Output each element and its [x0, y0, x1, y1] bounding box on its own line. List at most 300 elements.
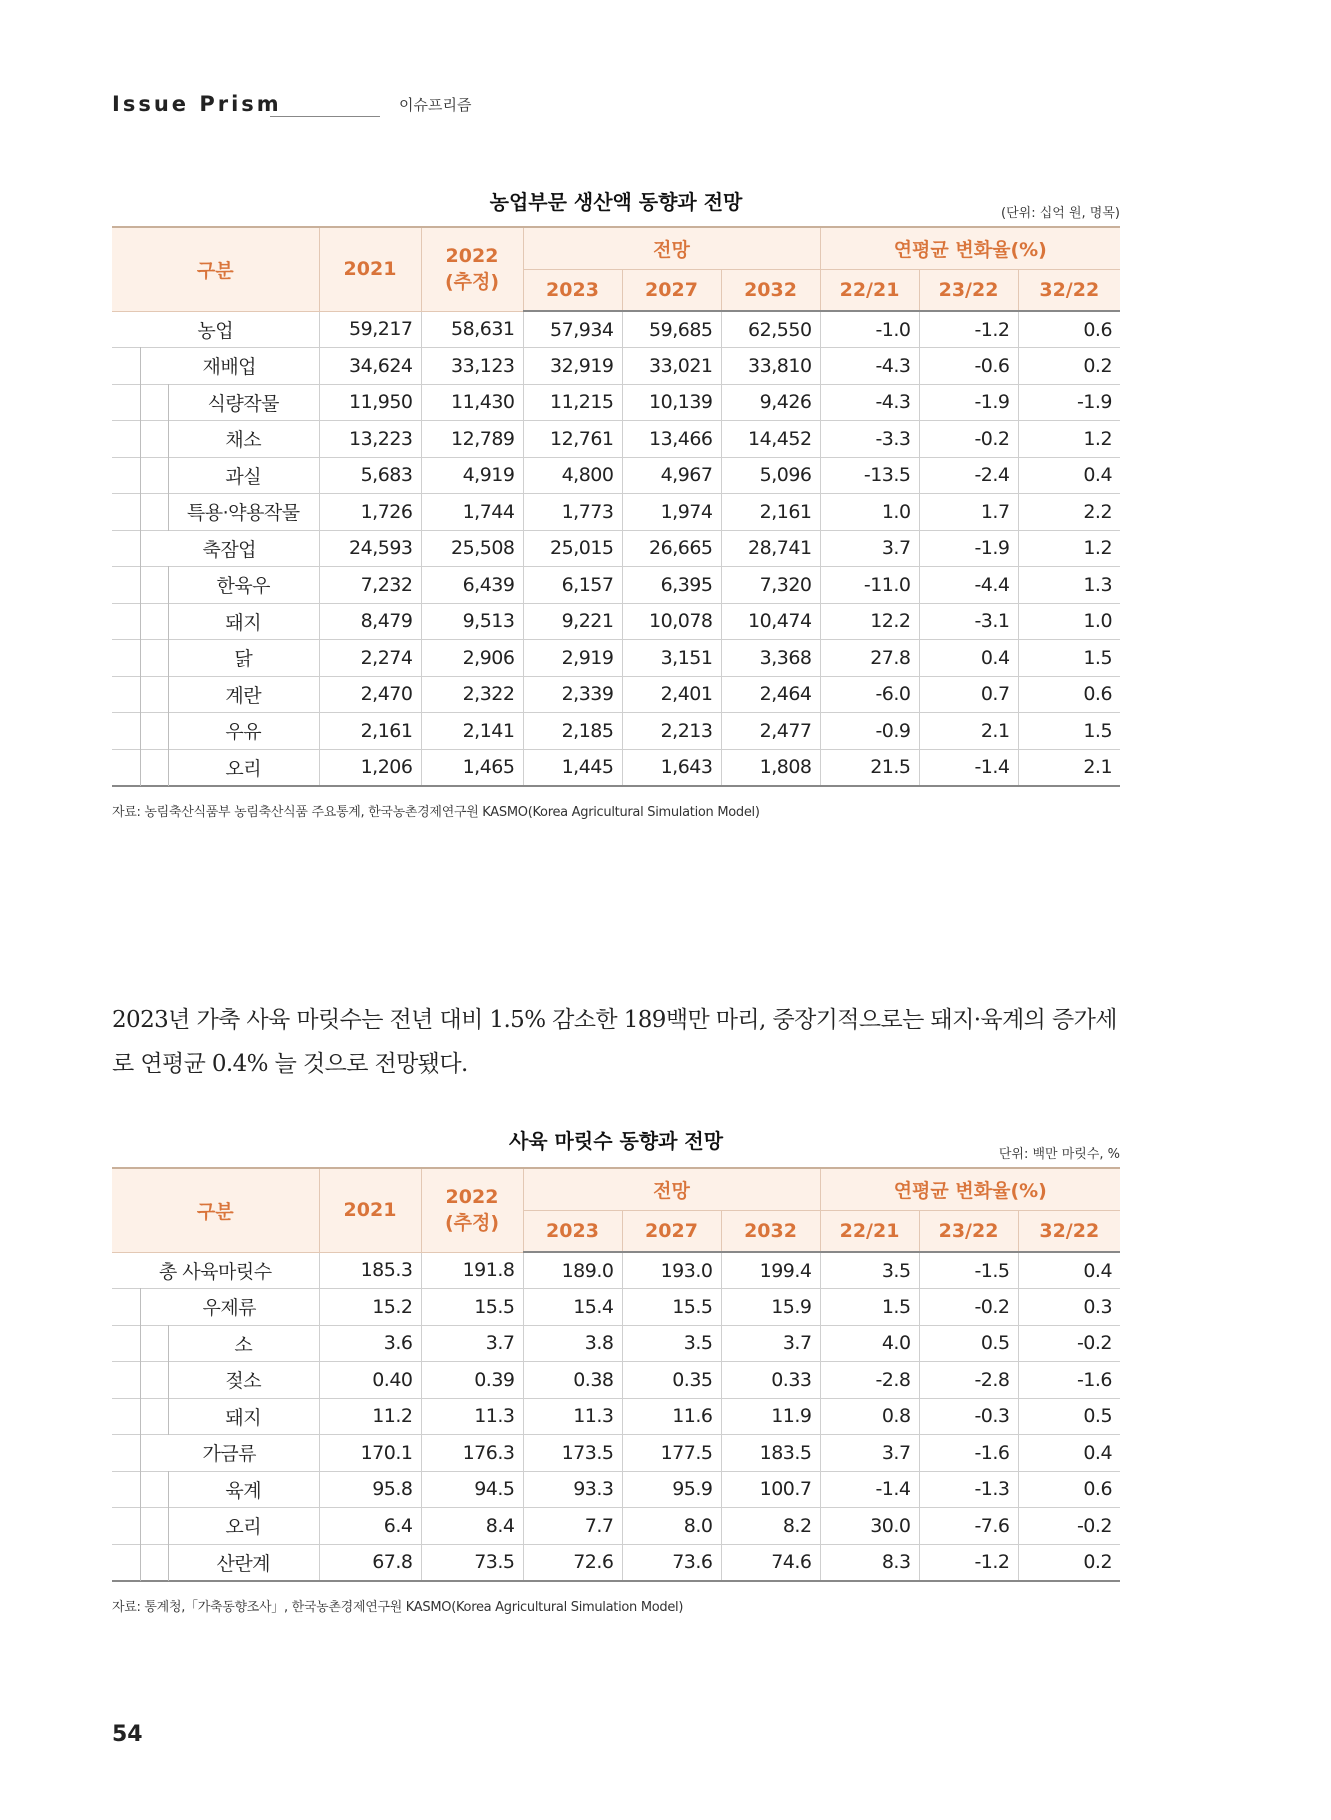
- row-label-text: 식량작물: [207, 392, 279, 415]
- table-cell: 2,919: [523, 640, 622, 677]
- table-cell: 11.3: [421, 1398, 523, 1435]
- header-group: 구분: [112, 1168, 319, 1252]
- table-cell: 11.9: [721, 1398, 820, 1435]
- table-cell: 13,223: [319, 421, 421, 458]
- table-cell: 15.5: [622, 1289, 721, 1326]
- table-cell: 0.5: [1018, 1398, 1120, 1435]
- table-cell: 10,139: [622, 384, 721, 421]
- row-label: [112, 567, 319, 604]
- table-row: [112, 421, 1120, 458]
- table-cell: 10,078: [622, 603, 721, 640]
- table-cell: 8.2: [721, 1508, 820, 1545]
- tree-line: [168, 1361, 169, 1399]
- table-cell: 95.8: [319, 1471, 421, 1508]
- table-cell: -13.5: [820, 457, 919, 494]
- tree-line: [140, 566, 141, 604]
- table-cell: 1.2: [1018, 530, 1120, 567]
- table-cell: 0.8: [820, 1398, 919, 1435]
- table-cell: 15.2: [319, 1289, 421, 1326]
- table-cell: 1,974: [622, 494, 721, 531]
- header-divider: [270, 116, 380, 117]
- tree-line: [140, 347, 141, 385]
- tree-line: [140, 1361, 141, 1399]
- table-row: [112, 1435, 1120, 1472]
- table-cell: 3.5: [820, 1252, 919, 1289]
- table-cell: 0.39: [421, 1362, 523, 1399]
- table-cell: 95.9: [622, 1471, 721, 1508]
- table-cell: 10,474: [721, 603, 820, 640]
- tree-line: [168, 384, 169, 422]
- table-cell: 3.8: [523, 1325, 622, 1362]
- table-cell: 2,213: [622, 713, 721, 750]
- table-cell: 2,185: [523, 713, 622, 750]
- table-cell: 0.6: [1018, 311, 1120, 348]
- table-cell: -2.4: [919, 457, 1018, 494]
- livestock-table-block: [112, 1127, 1120, 1615]
- table-row: [112, 749, 1120, 786]
- row-label: [112, 1252, 319, 1289]
- header-rate: 연평균 변화율(%): [820, 227, 1120, 269]
- table-cell: 189.0: [523, 1252, 622, 1289]
- tree-line: [168, 676, 169, 714]
- table-cell: 7,232: [319, 567, 421, 604]
- row-label-text: 닭: [234, 648, 253, 671]
- tree-line: [140, 1544, 141, 1581]
- table-cell: 33,021: [622, 348, 721, 385]
- table-cell: -1.9: [1018, 384, 1120, 421]
- header-2022-year: 2022: [445, 1185, 499, 1208]
- table-cell: -11.0: [820, 567, 919, 604]
- table-cell: 59,685: [622, 311, 721, 348]
- table-cell: -7.6: [919, 1508, 1018, 1545]
- row-label: [112, 1362, 319, 1399]
- table-cell: 0.6: [1018, 676, 1120, 713]
- tree-line: [140, 1507, 141, 1545]
- table-cell: -1.2: [919, 311, 1018, 348]
- tree-line: [140, 1398, 141, 1436]
- table-cell: 9,426: [721, 384, 820, 421]
- table-cell: 2.1: [1018, 749, 1120, 786]
- table-cell: 9,221: [523, 603, 622, 640]
- table-cell: 0.4: [919, 640, 1018, 677]
- header-23-22: 23/22: [919, 269, 1018, 311]
- table-cell: 1,445: [523, 749, 622, 786]
- table-row: [112, 311, 1120, 348]
- table-cell: 4,967: [622, 457, 721, 494]
- table-cell: 173.5: [523, 1435, 622, 1472]
- table-cell: -4.4: [919, 567, 1018, 604]
- row-label: [112, 1544, 319, 1581]
- table-cell: 5,096: [721, 457, 820, 494]
- header-2032: 2032: [721, 269, 820, 311]
- tree-line: [140, 749, 141, 786]
- table-cell: 1,206: [319, 749, 421, 786]
- table-cell: 1,643: [622, 749, 721, 786]
- row-label: [112, 311, 319, 348]
- table-cell: -0.6: [919, 348, 1018, 385]
- table-cell: 199.4: [721, 1252, 820, 1289]
- table-cell: 2,470: [319, 676, 421, 713]
- table-cell: 6.4: [319, 1508, 421, 1545]
- production-table-body: [112, 311, 1120, 786]
- table-cell: 1,726: [319, 494, 421, 531]
- table-cell: 1.7: [919, 494, 1018, 531]
- header-2022: [421, 227, 523, 311]
- tree-line: [140, 530, 141, 568]
- page-number: 54: [112, 1722, 143, 1747]
- livestock-table: [112, 1167, 1120, 1582]
- tree-line: [168, 749, 169, 786]
- row-label: [112, 640, 319, 677]
- tree-line: [168, 420, 169, 458]
- table-cell: 1.0: [1018, 603, 1120, 640]
- header-2022-note: (추정): [444, 270, 500, 293]
- table-cell: -1.6: [919, 1435, 1018, 1472]
- row-label-text: 축잠업: [202, 538, 257, 561]
- table-cell: 33,810: [721, 348, 820, 385]
- table-cell: -1.3: [919, 1471, 1018, 1508]
- table-cell: 2,906: [421, 640, 523, 677]
- row-label-text: 젖소: [225, 1370, 262, 1393]
- table-cell: 2,339: [523, 676, 622, 713]
- tree-line: [168, 1471, 169, 1509]
- table-row: [112, 1362, 1120, 1399]
- table-cell: 1,773: [523, 494, 622, 531]
- table-cell: 3,368: [721, 640, 820, 677]
- table-row: [112, 457, 1120, 494]
- row-label-text: 가금류: [202, 1443, 257, 1466]
- table-cell: -1.2: [919, 1544, 1018, 1581]
- table-cell: 11.6: [622, 1398, 721, 1435]
- production-table: [112, 226, 1120, 787]
- tree-line: [168, 1325, 169, 1363]
- tree-line: [168, 566, 169, 604]
- row-label: [112, 1435, 319, 1472]
- row-label-text: 육계: [225, 1479, 262, 1502]
- row-label: [112, 749, 319, 786]
- table-cell: 191.8: [421, 1252, 523, 1289]
- table-cell: 9,513: [421, 603, 523, 640]
- table-row: [112, 1508, 1120, 1545]
- table-cell: 11,950: [319, 384, 421, 421]
- tree-line: [140, 639, 141, 677]
- table-cell: 1.0: [820, 494, 919, 531]
- table-cell: -3.1: [919, 603, 1018, 640]
- table-cell: 11.3: [523, 1398, 622, 1435]
- header-22-21: 22/21: [820, 1210, 919, 1252]
- row-label-text: 돼지: [225, 611, 262, 634]
- row-label-text: 과실: [225, 465, 262, 488]
- table-title: 사육 마릿수 동향과 전망: [508, 1129, 724, 1153]
- table-source: 자료: 농림축산식품부 농림축산식품 주요통계, 한국농촌경제연구원 KASMO(Korea Agricultural Simulation Model): [112, 804, 760, 820]
- table-row: [112, 676, 1120, 713]
- row-label-text: 계란: [225, 684, 262, 707]
- header-rate: 연평균 변화율(%): [820, 1168, 1120, 1210]
- table-cell: 0.4: [1018, 1252, 1120, 1289]
- header-group: 구분: [112, 227, 319, 311]
- table-cell: 0.2: [1018, 348, 1120, 385]
- table-cell: 0.40: [319, 1362, 421, 1399]
- table-cell: 32,919: [523, 348, 622, 385]
- table-cell: 26,665: [622, 530, 721, 567]
- row-label: [112, 1398, 319, 1435]
- row-label: [112, 676, 319, 713]
- table-cell: 8.3: [820, 1544, 919, 1581]
- table-cell: 2,141: [421, 713, 523, 750]
- header-2021: 2021: [319, 227, 421, 311]
- tree-line: [168, 712, 169, 750]
- header-2023: 2023: [523, 1210, 622, 1252]
- row-label-text: 우제류: [202, 1297, 257, 1320]
- table-cell: -0.2: [919, 421, 1018, 458]
- table-cell: 5,683: [319, 457, 421, 494]
- table-cell: -0.2: [1018, 1508, 1120, 1545]
- table-cell: 0.4: [1018, 1435, 1120, 1472]
- header-2027: 2027: [622, 1210, 721, 1252]
- row-label-text: 특용·약용작물: [186, 502, 300, 525]
- table-cell: 73.6: [622, 1544, 721, 1581]
- table-cell: 1.2: [1018, 421, 1120, 458]
- table-cell: -1.4: [919, 749, 1018, 786]
- row-label: [112, 494, 319, 531]
- tree-line: [168, 639, 169, 677]
- table-row: [112, 1471, 1120, 1508]
- table-cell: 1,465: [421, 749, 523, 786]
- table-cell: 2,464: [721, 676, 820, 713]
- table-cell: 3.5: [622, 1325, 721, 1362]
- table-cell: 1,808: [721, 749, 820, 786]
- table-cell: 193.0: [622, 1252, 721, 1289]
- row-label-text: 소: [234, 1333, 253, 1356]
- table-cell: 0.5: [919, 1325, 1018, 1362]
- table-row: [112, 713, 1120, 750]
- row-label: [112, 457, 319, 494]
- section-name: 이슈프리즘: [399, 96, 472, 114]
- table-cell: 24,593: [319, 530, 421, 567]
- table-cell: 27.8: [820, 640, 919, 677]
- table-cell: 15.9: [721, 1289, 820, 1326]
- tree-line: [140, 457, 141, 495]
- row-label: [112, 1471, 319, 1508]
- header-2022-year: 2022: [445, 244, 499, 267]
- table-row: [112, 640, 1120, 677]
- table-cell: -2.8: [919, 1362, 1018, 1399]
- table-cell: 1.5: [820, 1289, 919, 1326]
- body-paragraph: 2023년 가축 사육 마릿수는 전년 대비 1.5% 감소한 189백만 마리, 중장기적으로는 돼지·육계의 증가세로 연평균 0.4% 늘 것으로 전망됐다.: [112, 1007, 1117, 1077]
- table-cell: 2,477: [721, 713, 820, 750]
- table-cell: -1.9: [919, 530, 1018, 567]
- table-cell: 3.7: [820, 1435, 919, 1472]
- table-cell: 177.5: [622, 1435, 721, 1472]
- table-unit: (단위: 십억 원, 명목): [1001, 206, 1120, 221]
- table-cell: 176.3: [421, 1435, 523, 1472]
- table-cell: 2,401: [622, 676, 721, 713]
- table-cell: -6.0: [820, 676, 919, 713]
- table-cell: 59,217: [319, 311, 421, 348]
- tree-line: [140, 676, 141, 714]
- row-label-text: 채소: [225, 429, 262, 452]
- table-cell: 30.0: [820, 1508, 919, 1545]
- table-row: [112, 530, 1120, 567]
- table-row: [112, 348, 1120, 385]
- tree-line: [140, 493, 141, 531]
- table-cell: 2,322: [421, 676, 523, 713]
- table-cell: 25,508: [421, 530, 523, 567]
- tree-line: [168, 603, 169, 641]
- header-forecast: 전망: [523, 1168, 820, 1210]
- tree-line: [140, 384, 141, 422]
- table-cell: 73.5: [421, 1544, 523, 1581]
- table-cell: 0.38: [523, 1362, 622, 1399]
- table-cell: 185.3: [319, 1252, 421, 1289]
- table-cell: 4,919: [421, 457, 523, 494]
- table-cell: 0.2: [1018, 1544, 1120, 1581]
- header-22-21: 22/21: [820, 269, 919, 311]
- table-cell: 6,439: [421, 567, 523, 604]
- table-cell: 0.4: [1018, 457, 1120, 494]
- table-cell: 15.4: [523, 1289, 622, 1326]
- table-cell: 2.1: [919, 713, 1018, 750]
- row-label: [112, 421, 319, 458]
- table-cell: 74.6: [721, 1544, 820, 1581]
- table-cell: 93.3: [523, 1471, 622, 1508]
- table-cell: 3.7: [421, 1325, 523, 1362]
- table-cell: 67.8: [319, 1544, 421, 1581]
- table-cell: 0.33: [721, 1362, 820, 1399]
- table-cell: 3,151: [622, 640, 721, 677]
- table-cell: 170.1: [319, 1435, 421, 1472]
- row-label-text: 한육우: [216, 575, 271, 598]
- table-cell: 21.5: [820, 749, 919, 786]
- table-cell: 6,157: [523, 567, 622, 604]
- tree-line: [140, 420, 141, 458]
- table-cell: -1.6: [1018, 1362, 1120, 1399]
- table-unit: 단위: 백만 마릿수, %: [998, 1147, 1120, 1162]
- header-2022-note: (추정): [444, 1211, 500, 1234]
- table-row: [112, 567, 1120, 604]
- table-cell: 11,430: [421, 384, 523, 421]
- row-label-text: 총 사육마릿수: [158, 1260, 272, 1283]
- table-cell: 62,550: [721, 311, 820, 348]
- table-cell: -0.2: [919, 1289, 1018, 1326]
- table-cell: 0.7: [919, 676, 1018, 713]
- table-cell: -1.9: [919, 384, 1018, 421]
- table-cell: 183.5: [721, 1435, 820, 1472]
- table-cell: 11.2: [319, 1398, 421, 1435]
- row-label-text: 오리: [225, 1516, 262, 1539]
- tree-line: [168, 1507, 169, 1545]
- table-cell: 0.35: [622, 1362, 721, 1399]
- table-title: 농업부문 생산액 동향과 전망: [489, 190, 743, 214]
- table-row: [112, 384, 1120, 421]
- table-cell: 1,744: [421, 494, 523, 531]
- table-cell: 3.6: [319, 1325, 421, 1362]
- tree-line: [140, 603, 141, 641]
- row-label-text: 우유: [225, 721, 262, 744]
- row-label-text: 재배업: [202, 356, 257, 379]
- table-cell: -0.3: [919, 1398, 1018, 1435]
- header-2023: 2023: [523, 269, 622, 311]
- header-23-22: 23/22: [919, 1210, 1018, 1252]
- table-cell: 12,789: [421, 421, 523, 458]
- table-row: [112, 1325, 1120, 1362]
- row-label: [112, 1508, 319, 1545]
- table-row: [112, 1252, 1120, 1289]
- table-cell: 0.3: [1018, 1289, 1120, 1326]
- table-cell: 1.5: [1018, 640, 1120, 677]
- row-label: [112, 348, 319, 385]
- table-cell: 2,161: [721, 494, 820, 531]
- header-32-22: 32/22: [1018, 1210, 1120, 1252]
- table-row: [112, 1398, 1120, 1435]
- table-row: [112, 1544, 1120, 1581]
- table-cell: 15.5: [421, 1289, 523, 1326]
- row-label: [112, 384, 319, 421]
- table-cell: 3.7: [721, 1325, 820, 1362]
- table-cell: 58,631: [421, 311, 523, 348]
- table-source: 자료: 통계청,「가축동향조사」, 한국농촌경제연구원 KASMO(Korea Agricultural Simulation Model): [112, 1599, 684, 1615]
- table-cell: 12,761: [523, 421, 622, 458]
- table-cell: 4.0: [820, 1325, 919, 1362]
- row-label-text: 농업: [197, 319, 234, 342]
- row-label-text: 돼지: [225, 1406, 262, 1429]
- table-row: [112, 1289, 1120, 1326]
- table-cell: 100.7: [721, 1471, 820, 1508]
- table-cell: -4.3: [820, 348, 919, 385]
- table-cell: 13,466: [622, 421, 721, 458]
- row-label-text: 오리: [225, 757, 262, 780]
- table-cell: 3.7: [820, 530, 919, 567]
- table-cell: 8.4: [421, 1508, 523, 1545]
- table-cell: -0.9: [820, 713, 919, 750]
- table-cell: -3.3: [820, 421, 919, 458]
- table-cell: 8.0: [622, 1508, 721, 1545]
- row-label: [112, 1325, 319, 1362]
- row-label: [112, 530, 319, 567]
- row-label: [112, 1289, 319, 1326]
- table-cell: 4,800: [523, 457, 622, 494]
- production-table-block: [112, 188, 1120, 820]
- tree-line: [140, 1325, 141, 1363]
- table-cell: -1.5: [919, 1252, 1018, 1289]
- table-cell: 33,123: [421, 348, 523, 385]
- header-2022: [421, 1168, 523, 1252]
- livestock-table-body: [112, 1252, 1120, 1581]
- tree-line: [140, 712, 141, 750]
- table-cell: 0.6: [1018, 1471, 1120, 1508]
- table-cell: -1.0: [820, 311, 919, 348]
- table-cell: 7,320: [721, 567, 820, 604]
- header-2027: 2027: [622, 269, 721, 311]
- table-cell: -1.4: [820, 1471, 919, 1508]
- table-row: [112, 494, 1120, 531]
- table-cell: 7.7: [523, 1508, 622, 1545]
- table-cell: 2.2: [1018, 494, 1120, 531]
- tree-line: [140, 1434, 141, 1472]
- table-cell: -0.2: [1018, 1325, 1120, 1362]
- table-cell: 8,479: [319, 603, 421, 640]
- row-label: [112, 603, 319, 640]
- row-label-text: 산란계: [216, 1552, 271, 1575]
- table-cell: 12.2: [820, 603, 919, 640]
- table-cell: 1.3: [1018, 567, 1120, 604]
- tree-line: [168, 1544, 169, 1581]
- table-cell: 2,161: [319, 713, 421, 750]
- header-forecast: 전망: [523, 227, 820, 269]
- table-cell: 94.5: [421, 1471, 523, 1508]
- tree-line: [168, 1398, 169, 1436]
- brand-title: Issue Prism: [112, 92, 282, 116]
